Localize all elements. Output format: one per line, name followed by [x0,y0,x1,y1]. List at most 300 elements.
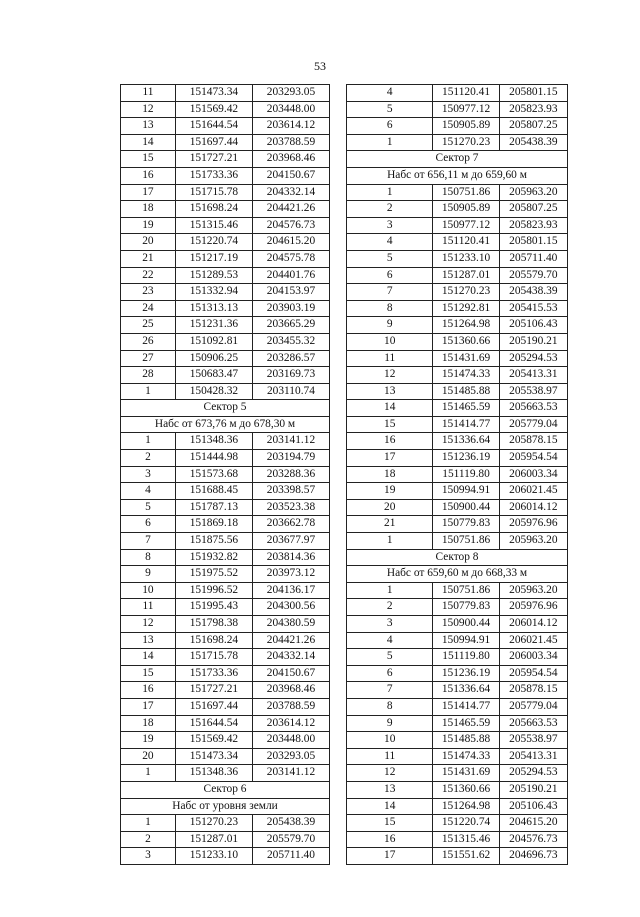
y-coordinate-cell: 204150.67 [252,167,329,184]
y-coordinate-cell: 205711.40 [252,848,329,865]
x-coordinate-cell: 151431.69 [433,765,499,782]
point-number-cell: 19 [121,217,176,234]
y-coordinate-cell: 205779.04 [499,698,567,715]
x-coordinate-cell: 150751.86 [433,184,499,201]
x-coordinate-cell: 151315.46 [175,217,252,234]
y-coordinate-cell: 205438.39 [499,134,567,151]
sector-title: Сектор 8 [347,549,568,566]
coordinate-row [121,333,330,350]
coordinate-row [121,732,330,749]
point-number-cell: 1 [121,383,176,400]
point-number-cell: 3 [121,848,176,865]
coordinate-row [347,698,568,715]
point-number-cell: 19 [347,483,433,500]
coordinate-row [347,499,568,516]
y-coordinate-cell: 205823.93 [499,217,567,234]
coordinate-row [347,416,568,433]
x-coordinate-cell: 151092.81 [175,333,252,350]
x-coordinate-cell: 151573.68 [175,466,252,483]
x-coordinate-cell: 150779.83 [433,599,499,616]
x-coordinate-cell: 151233.10 [433,250,499,267]
point-number-cell: 15 [347,416,433,433]
y-coordinate-cell: 203968.46 [252,682,329,699]
point-number-cell: 17 [121,698,176,715]
x-coordinate-cell: 151231.36 [175,317,252,334]
x-coordinate-cell: 151289.53 [175,267,252,284]
y-coordinate-cell: 205801.15 [499,85,567,102]
point-number-cell: 6 [347,267,433,284]
y-coordinate-cell: 203665.29 [252,317,329,334]
y-coordinate-cell: 205878.15 [499,433,567,450]
x-coordinate-cell: 151360.66 [433,333,499,350]
coordinate-row [121,383,330,400]
coordinate-row [121,831,330,848]
coordinate-row [347,383,568,400]
coordinate-row [121,101,330,118]
point-number-cell: 4 [347,632,433,649]
x-coordinate-cell: 150905.89 [433,201,499,218]
point-number-cell: 11 [121,85,176,102]
point-number-cell: 11 [347,350,433,367]
y-coordinate-cell: 205190.21 [499,333,567,350]
point-number-cell: 16 [347,831,433,848]
y-coordinate-cell: 205413.31 [499,748,567,765]
sector-title: Сектор 7 [347,151,568,168]
point-number-cell: 17 [347,450,433,467]
point-number-cell: 23 [121,284,176,301]
point-number-cell: 12 [347,765,433,782]
x-coordinate-cell: 151715.78 [175,649,252,666]
y-coordinate-cell: 205963.20 [499,533,567,550]
point-number-cell: 14 [121,134,176,151]
page-number: 53 [314,59,326,73]
coordinate-row [121,748,330,765]
sector-title-row [121,798,330,815]
point-number-cell: 20 [121,234,176,251]
coordinate-row [347,267,568,284]
point-number-cell: 27 [121,350,176,367]
x-coordinate-cell: 151119.80 [433,649,499,666]
point-number-cell: 22 [121,267,176,284]
x-coordinate-cell: 151431.69 [433,350,499,367]
y-coordinate-cell: 204300.56 [252,599,329,616]
y-coordinate-cell: 206021.45 [499,632,567,649]
coordinate-row [347,118,568,135]
x-coordinate-cell: 150905.89 [433,118,499,135]
point-number-cell: 11 [121,599,176,616]
point-number-cell: 10 [347,333,433,350]
y-coordinate-cell: 204136.17 [252,582,329,599]
coordinate-row [121,466,330,483]
coordinate-row [121,698,330,715]
coordinate-row [347,350,568,367]
y-coordinate-cell: 204380.59 [252,616,329,633]
point-number-cell: 8 [347,698,433,715]
x-coordinate-cell: 151119.80 [433,466,499,483]
y-coordinate-cell: 205976.96 [499,599,567,616]
point-number-cell: 13 [121,118,176,135]
point-number-cell: 14 [347,798,433,815]
x-coordinate-cell: 151360.66 [433,781,499,798]
x-coordinate-cell: 151733.36 [175,665,252,682]
x-coordinate-cell: 151644.54 [175,118,252,135]
y-coordinate-cell: 205807.25 [499,118,567,135]
y-coordinate-cell: 206003.34 [499,466,567,483]
coordinate-row [121,815,330,832]
coordinate-row [121,267,330,284]
y-coordinate-cell: 203788.59 [252,134,329,151]
x-coordinate-cell: 150994.91 [433,483,499,500]
x-coordinate-cell: 151270.23 [433,134,499,151]
y-coordinate-cell: 205663.53 [499,715,567,732]
coordinate-row [347,582,568,599]
point-number-cell: 10 [347,732,433,749]
point-number-cell: 5 [121,499,176,516]
sector-title-row [121,400,330,417]
point-number-cell: 11 [347,748,433,765]
point-number-cell: 7 [347,682,433,699]
point-number-cell: 1 [347,582,433,599]
point-number-cell: 8 [121,549,176,566]
y-coordinate-cell: 205438.39 [499,284,567,301]
coordinate-row [347,284,568,301]
sector-title: Набс от 656,11 м до 659,60 м [347,167,568,184]
y-coordinate-cell: 203110.74 [252,383,329,400]
y-coordinate-cell: 203141.12 [252,433,329,450]
y-coordinate-cell: 203968.46 [252,151,329,168]
x-coordinate-cell: 151474.33 [433,367,499,384]
y-coordinate-cell: 203448.00 [252,732,329,749]
point-number-cell: 6 [121,516,176,533]
y-coordinate-cell: 203973.12 [252,566,329,583]
point-number-cell: 16 [347,433,433,450]
y-coordinate-cell: 204153.97 [252,284,329,301]
x-coordinate-cell: 151569.42 [175,101,252,118]
coordinate-row [121,367,330,384]
coordinate-row [121,599,330,616]
coordinate-row [347,317,568,334]
y-coordinate-cell: 204421.26 [252,632,329,649]
coordinates-table-left [120,84,330,865]
y-coordinate-cell: 206014.12 [499,616,567,633]
point-number-cell: 25 [121,317,176,334]
x-coordinate-cell: 150900.44 [433,499,499,516]
coordinate-row [347,101,568,118]
x-coordinate-cell: 151644.54 [175,715,252,732]
x-coordinate-cell: 151465.59 [433,400,499,417]
sector-title: Набс от уровня земли [121,798,330,815]
y-coordinate-cell: 205538.97 [499,732,567,749]
coordinate-row [347,732,568,749]
coordinate-row [347,748,568,765]
y-coordinate-cell: 205954.54 [499,665,567,682]
x-coordinate-cell: 150751.86 [433,582,499,599]
y-coordinate-cell: 205579.70 [252,831,329,848]
x-coordinate-cell: 151287.01 [175,831,252,848]
coordinate-row [121,582,330,599]
coordinate-row [121,682,330,699]
coordinate-row [121,167,330,184]
x-coordinate-cell: 150977.12 [433,101,499,118]
coordinate-row [347,333,568,350]
coordinate-row [347,781,568,798]
coordinate-row [121,234,330,251]
y-coordinate-cell: 203293.05 [252,748,329,765]
point-number-cell: 18 [121,715,176,732]
coordinate-row [347,201,568,218]
x-coordinate-cell: 150428.32 [175,383,252,400]
y-coordinate-cell: 203141.12 [252,765,329,782]
coordinates-table-right [346,84,568,865]
sector-title-row [347,549,568,566]
point-number-cell: 6 [347,118,433,135]
y-coordinate-cell: 203455.32 [252,333,329,350]
coordinate-row [121,284,330,301]
x-coordinate-cell: 151698.24 [175,201,252,218]
x-coordinate-cell: 150977.12 [433,217,499,234]
x-coordinate-cell: 151485.88 [433,732,499,749]
y-coordinate-cell: 205878.15 [499,682,567,699]
x-coordinate-cell: 151270.23 [433,284,499,301]
sector-title: Набс от 659,60 м до 668,33 м [347,566,568,583]
coordinate-row [121,201,330,218]
x-coordinate-cell: 151287.01 [433,267,499,284]
x-coordinate-cell: 151485.88 [433,383,499,400]
coordinate-row [347,450,568,467]
point-number-cell: 16 [121,167,176,184]
point-number-cell: 10 [121,582,176,599]
x-coordinate-cell: 150994.91 [433,632,499,649]
y-coordinate-cell: 203788.59 [252,698,329,715]
x-coordinate-cell: 151688.45 [175,483,252,500]
y-coordinate-cell: 203169.73 [252,367,329,384]
x-coordinate-cell: 151698.24 [175,632,252,649]
x-coordinate-cell: 151569.42 [175,732,252,749]
point-number-cell: 15 [121,665,176,682]
point-number-cell: 1 [347,134,433,151]
coordinate-row [347,300,568,317]
coordinate-row [347,400,568,417]
y-coordinate-cell: 204332.14 [252,649,329,666]
sector-title: Сектор 6 [121,781,330,798]
point-number-cell: 13 [347,383,433,400]
x-coordinate-cell: 151292.81 [433,300,499,317]
y-coordinate-cell: 203288.36 [252,466,329,483]
coordinate-row [347,815,568,832]
x-coordinate-cell: 151264.98 [433,317,499,334]
point-number-cell: 28 [121,367,176,384]
sector-title-row [121,416,330,433]
coordinate-row [121,118,330,135]
point-number-cell: 21 [121,250,176,267]
y-coordinate-cell: 204615.20 [499,815,567,832]
coordinate-row [347,250,568,267]
coordinate-row [347,665,568,682]
sector-title-row [347,566,568,583]
x-coordinate-cell: 151473.34 [175,748,252,765]
point-number-cell: 16 [121,682,176,699]
y-coordinate-cell: 204576.73 [499,831,567,848]
sector-title-row [347,167,568,184]
y-coordinate-cell: 206014.12 [499,499,567,516]
x-coordinate-cell: 151336.64 [433,433,499,450]
coordinate-row [121,450,330,467]
point-number-cell: 3 [347,616,433,633]
coordinate-row [121,350,330,367]
point-number-cell: 2 [121,450,176,467]
point-number-cell: 7 [347,284,433,301]
y-coordinate-cell: 206003.34 [499,649,567,666]
point-number-cell: 1 [121,765,176,782]
coordinate-row [347,134,568,151]
point-number-cell: 13 [347,781,433,798]
x-coordinate-cell: 151236.19 [433,665,499,682]
x-coordinate-cell: 151869.18 [175,516,252,533]
x-coordinate-cell: 151975.52 [175,566,252,583]
x-coordinate-cell: 151444.98 [175,450,252,467]
point-number-cell: 15 [121,151,176,168]
x-coordinate-cell: 150683.47 [175,367,252,384]
point-number-cell: 19 [121,732,176,749]
point-number-cell: 21 [347,516,433,533]
point-number-cell: 5 [347,649,433,666]
y-coordinate-cell: 205954.54 [499,450,567,467]
coordinate-row [347,765,568,782]
point-number-cell: 1 [121,815,176,832]
x-coordinate-cell: 150900.44 [433,616,499,633]
x-coordinate-cell: 151697.44 [175,698,252,715]
x-coordinate-cell: 151220.74 [175,234,252,251]
x-coordinate-cell: 151313.13 [175,300,252,317]
point-number-cell: 17 [121,184,176,201]
coordinate-row [347,483,568,500]
coordinate-row [347,831,568,848]
y-coordinate-cell: 205413.31 [499,367,567,384]
coordinate-row [121,649,330,666]
y-coordinate-cell: 203448.00 [252,101,329,118]
point-number-cell: 3 [121,466,176,483]
point-number-cell: 4 [347,234,433,251]
x-coordinate-cell: 150751.86 [433,533,499,550]
y-coordinate-cell: 205663.53 [499,400,567,417]
x-coordinate-cell: 151336.64 [433,682,499,699]
x-coordinate-cell: 151270.23 [175,815,252,832]
coordinate-row [347,367,568,384]
x-coordinate-cell: 151465.59 [433,715,499,732]
point-number-cell: 9 [121,566,176,583]
x-coordinate-cell: 151264.98 [433,798,499,815]
point-number-cell: 20 [347,499,433,516]
x-coordinate-cell: 151120.41 [433,234,499,251]
y-coordinate-cell: 203662.78 [252,516,329,533]
y-coordinate-cell: 205963.20 [499,582,567,599]
point-number-cell: 4 [347,85,433,102]
point-number-cell: 1 [347,184,433,201]
point-number-cell: 5 [347,101,433,118]
point-number-cell: 5 [347,250,433,267]
y-coordinate-cell: 205106.43 [499,317,567,334]
x-coordinate-cell: 151473.34 [175,85,252,102]
y-coordinate-cell: 203614.12 [252,118,329,135]
x-coordinate-cell: 151798.38 [175,616,252,633]
point-number-cell: 9 [347,715,433,732]
y-coordinate-cell: 204575.78 [252,250,329,267]
coordinate-row [121,433,330,450]
coordinate-row [347,848,568,865]
x-coordinate-cell: 151414.77 [433,416,499,433]
point-number-cell: 12 [347,367,433,384]
coordinate-row [121,566,330,583]
coordinate-row [121,715,330,732]
x-coordinate-cell: 151348.36 [175,765,252,782]
point-number-cell: 2 [121,831,176,848]
x-coordinate-cell: 150779.83 [433,516,499,533]
point-number-cell: 14 [347,400,433,417]
coordinate-row [121,300,330,317]
x-coordinate-cell: 151348.36 [175,433,252,450]
y-coordinate-cell: 205801.15 [499,234,567,251]
x-coordinate-cell: 151932.82 [175,549,252,566]
y-coordinate-cell: 203677.97 [252,533,329,550]
point-number-cell: 12 [121,101,176,118]
y-coordinate-cell: 205294.53 [499,350,567,367]
point-number-cell: 1 [347,533,433,550]
y-coordinate-cell: 203286.57 [252,350,329,367]
y-coordinate-cell: 205579.70 [499,267,567,284]
coordinate-row [347,715,568,732]
coordinate-row [347,533,568,550]
x-coordinate-cell: 151236.19 [433,450,499,467]
point-number-cell: 26 [121,333,176,350]
y-coordinate-cell: 204401.76 [252,267,329,284]
coordinate-row [347,516,568,533]
x-coordinate-cell: 151787.13 [175,499,252,516]
x-coordinate-cell: 151996.52 [175,582,252,599]
y-coordinate-cell: 203903.19 [252,300,329,317]
coordinate-row [347,632,568,649]
point-number-cell: 9 [347,317,433,334]
x-coordinate-cell: 151551.62 [433,848,499,865]
coordinate-row [121,616,330,633]
point-number-cell: 4 [121,483,176,500]
coordinate-row [121,184,330,201]
coordinate-row [347,85,568,102]
point-number-cell: 12 [121,616,176,633]
coordinate-row [347,616,568,633]
x-coordinate-cell: 151733.36 [175,167,252,184]
y-coordinate-cell: 204696.73 [499,848,567,865]
x-coordinate-cell: 151315.46 [433,831,499,848]
y-coordinate-cell: 205415.53 [499,300,567,317]
coordinate-row [121,217,330,234]
coordinate-row [347,184,568,201]
y-coordinate-cell: 205294.53 [499,765,567,782]
coordinate-row [121,85,330,102]
y-coordinate-cell: 206021.45 [499,483,567,500]
y-coordinate-cell: 205779.04 [499,416,567,433]
x-coordinate-cell: 151414.77 [433,698,499,715]
point-number-cell: 8 [347,300,433,317]
y-coordinate-cell: 204576.73 [252,217,329,234]
point-number-cell: 1 [121,433,176,450]
coordinate-row [347,798,568,815]
point-number-cell: 18 [347,466,433,483]
y-coordinate-cell: 205538.97 [499,383,567,400]
y-coordinate-cell: 204150.67 [252,665,329,682]
point-number-cell: 15 [347,815,433,832]
x-coordinate-cell: 151995.43 [175,599,252,616]
x-coordinate-cell: 151233.10 [175,848,252,865]
